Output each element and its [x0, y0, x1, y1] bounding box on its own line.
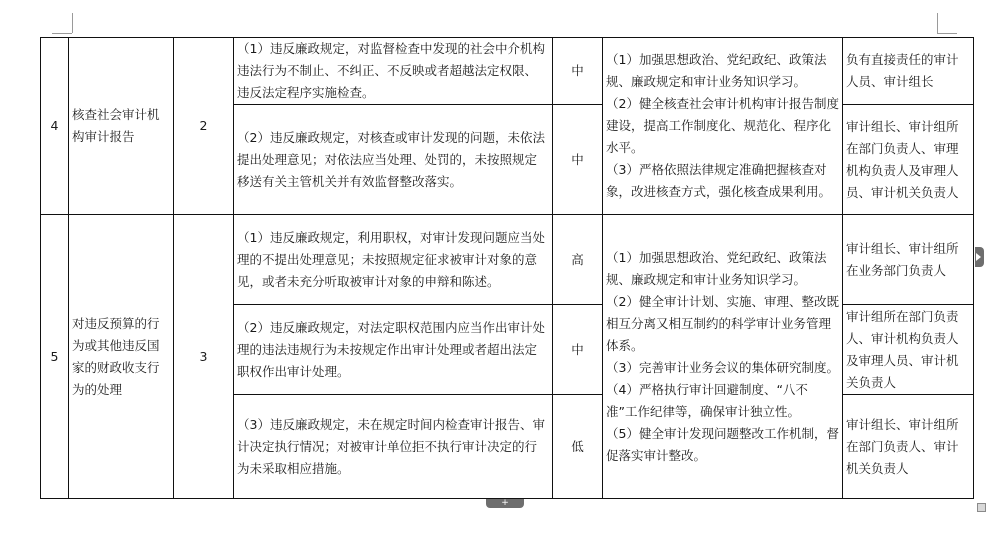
measure-item: （1）加强思想政治、党纪政纪、政策法规、廉政规定和审计业务知识学习。	[606, 52, 827, 89]
measure-item: （2）健全审计计划、实施、审理、整改既相互分离又相互制约的科学审计业务管理体系。	[606, 293, 839, 353]
table-row	[41, 38, 974, 105]
prevention-measures	[603, 38, 843, 215]
risk-level: 中	[553, 305, 603, 395]
measure-item: （3）严格依照法律规定准确把握核查对象，改进核查方式，强化核查成果利用。	[606, 162, 832, 199]
responsible-party: 审计组所在部门负责人、审计机构负责人及审理人员、审计机关负责人	[843, 305, 974, 395]
risk-description: （2）违反廉政规定，对核查或审计发现的问题，未依法提出处理意见；对依法应当处理、处罚的，未按照规定移送有关主管机关并有效监督整改落实。	[234, 105, 553, 215]
expand-arrow-icon[interactable]	[975, 247, 984, 267]
responsible-party: 负有直接责任的审计人员、审计组长	[843, 38, 974, 105]
measure-item: （4）严格执行审计回避制度、“八不准”工作纪律等，确保审计独立性。	[606, 381, 808, 419]
risk-description: （1）违反廉政规定，对监督检查中发现的社会中介机构违法行为不制止、不纠正、不反映或者超越法定权限、违反法定程序实施检查。	[234, 38, 553, 105]
row-number: 4	[41, 38, 69, 215]
crop-mark	[937, 13, 938, 33]
risk-level: 低	[553, 395, 603, 499]
measure-item: （1）加强思想政治、党纪政纪、政策法规、廉政规定和审计业务知识学习。	[606, 249, 827, 287]
risk-count: 2	[174, 38, 234, 215]
measure-item: （2）健全核查社会审计机构审计报告制度建设，提高工作制度化、规范化、程序化水平。	[606, 96, 839, 155]
add-row-handle[interactable]: +	[486, 499, 524, 508]
risk-description: （3）违反廉政规定，未在规定时间内检查审计报告、审计决定执行情况；对被审计单位拒不执行审计决定的行为未采取相应措施。	[234, 395, 553, 499]
risk-description: （1）违反廉政规定，利用职权，对审计发现问题应当处理的不提出处理意见；未按照规定征求被审计对象的意见，或者未充分听取被审计对象的申辩和陈述。	[234, 215, 553, 305]
risk-level: 高	[553, 215, 603, 305]
crop-mark	[72, 13, 73, 33]
crop-mark	[937, 33, 957, 34]
risk-table	[40, 37, 974, 499]
measure-item: （5）健全审计发现问题整改工作机制，督促落实审计整改。	[606, 425, 839, 463]
measure-item: （3）完善审计业务会议的集体研究制度。	[606, 359, 839, 375]
crop-mark	[52, 33, 72, 34]
responsible-party: 审计组长、审计组所在部门负责人、审理机构负责人及审理人员、审计机关负责人	[843, 105, 974, 215]
risk-level: 中	[553, 105, 603, 215]
table-row	[41, 215, 974, 305]
prevention-measures	[603, 215, 843, 499]
risk-description: （2）违反廉政规定，对法定职权范围内应当作出审计处理的违法违规行为未按规定作出审计处理或者超出法定职权作出审计处理。	[234, 305, 553, 395]
responsible-party: 审计组长、审计组所在业务部门负责人	[843, 215, 974, 305]
risk-level: 中	[553, 38, 603, 105]
row-number: 5	[41, 215, 69, 499]
responsible-party: 审计组长、审计组所在部门负责人、审计机关负责人	[843, 395, 974, 499]
table-resize-icon[interactable]	[977, 503, 986, 512]
item-name: 对违反预算的行为或其他违反国家的财政收支行为的处理	[69, 215, 174, 499]
item-name: 核查社会审计机构审计报告	[69, 38, 174, 215]
risk-count: 3	[174, 215, 234, 499]
